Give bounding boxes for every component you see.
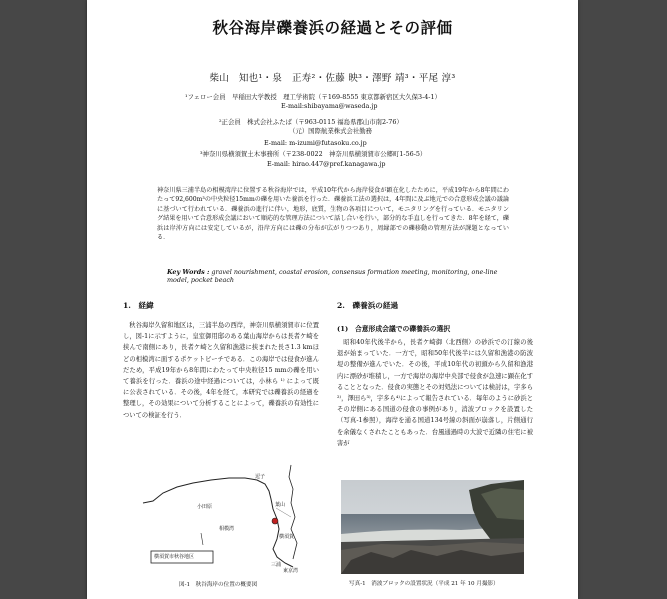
photo-wave-blocks-image xyxy=(341,480,524,574)
keywords-list: gravel nourishment, coastal erosion, consensus formation meeting, monitoring, one-line model, pocket beach xyxy=(167,268,498,285)
section-2-heading: 2. 礫養浜の経過 xyxy=(337,301,399,310)
section-1-heading: 1. 経緯 xyxy=(123,301,154,310)
keywords-label: Key Words : xyxy=(167,268,210,276)
section-2-subheading: (1) 合意形成会議での礫養浜の選択 xyxy=(337,325,451,333)
section-1-text: 秋谷海岸久留和地区は，三浦半島の西岸，神奈川県横須賀市に位置し，図-1に示すように，皇室御用邸のある葉山海岸からは長者ケ崎を挟んで南側にあり，長者ケ崎と久留和漁港に挟まれた長さ1.3 kmほどの相模湾に面するポケットビーチである．この海岸では侵食が進んだため，平成19年から8年間にわたって中央粒径15 mmの礫を用いて養浜を行った．養浜の途中経過については，小林ら ¹⁾ によって既に公表されている．その後，4年を経て，本研究では礫養浜の経過を整理し，その効果について分析することによって，礫養浜の有効性についての検証を行う． xyxy=(123,322,319,419)
map-label-sagami-bay: 相模湾 xyxy=(219,526,235,532)
author-list: 柴山 知也¹・泉 正寿²・佐藤 映³・澤野 靖³・平尾 淳³ xyxy=(209,73,456,84)
figure-1-caption: 図-1 秋谷海岸の位置の概要図 xyxy=(179,582,258,588)
keywords xyxy=(167,268,507,285)
map-label-hayama: 葉山 xyxy=(275,502,286,508)
map-label-odawara: 小田原 xyxy=(197,504,213,510)
map-label-site: 横須賀市秋谷地区 xyxy=(154,554,195,560)
affiliation-3: ³神奈川県横須賀土木事務所（〒238-0022 神奈川県横須賀市公郷町1-56-5） xyxy=(200,150,427,158)
map-label-zushi: 逗子 xyxy=(255,474,266,480)
affiliation-1-email: E-mail:shibayama@waseda.jp xyxy=(281,102,378,110)
abstract: 神奈川県三浦半島の相模湾岸に位置する秋谷海岸では，平成10年代から海岸侵食が顕在化したために，平成19年から8年間にわたって92,600m³の中央粒径15mmの礫を用いた養浜を行った．礫養浜工法の選択は，4年間に及ぶ地元での合意形成会議の議論に基づいて行われている．礫養浜の進行に伴い，地形，底質，生物の各項目について，モニタリングを行っている．モニタリング結果を用いて合意形成会議において順応的な管理方法について話し合いを行い，部分的な手直しを行ってきた．8年を経て，礫浜は岸沖方向には安定しているが，沿岸方向には礫の分布が広がりつつあり，周縁部での礫移動の管理方法が課題となっている． xyxy=(157,187,509,242)
photo-1-caption: 写真-1 消波ブロックの設置状況（平成 21 年 10 月撮影） xyxy=(349,581,499,587)
map-label-miura: 三浦 xyxy=(271,562,282,568)
affiliation-3-email: E-mail: hirao.447@pref.kanagawa.jp xyxy=(267,160,386,168)
affiliation-2-email: E-mail: m-izumi@futasoku.co.jp xyxy=(264,139,367,147)
section-2-text: 昭和40年代後半から，長者ケ崎御（北西側）の砂浜での汀線の後退が始まっていた．一方で，昭和50年代後半には久留和漁港の防波堤の整備が進んでいた．その後，平成10年代の初頭から久留和漁港内に漂砂が堆積し，一方で海岸の海岸中央部で侵食が急速に顕在化することとなった．侵食の実態とその対処法については検討は，宇多ら²⁾，澤田ら³⁾，宇多ら⁴⁾によって報告されている．毎年のように砂浜とその岸側にある国道の侵食の事例があり，消波ブロックを設置した（写真-1参照），海岸を通る国道134号線の斜面が崩落し，片側通行を余儀なくされたこともあった．台風通過時の大波で近隣の住宅に被害が xyxy=(337,339,533,447)
map-label-tokyo-bay: 東京湾 xyxy=(283,568,299,574)
photo-wave-blocks xyxy=(341,480,524,574)
map-label-yokosuka: 横須賀 xyxy=(279,534,295,540)
paper-title: 秋谷海岸礫養浜の経過とその評価 xyxy=(212,18,453,37)
location-map xyxy=(141,463,305,575)
affiliation-2-former: （元）国際航業株式会社勤務 xyxy=(289,127,373,135)
paper-page xyxy=(87,0,578,599)
affiliation-1: ¹フェロー会員 早稲田大学教授 理工学術院（〒169-8555 東京都新宿区大久保3-4-1） xyxy=(185,93,441,101)
affiliation-2: ²正会員 株式会社ふたば（〒963-0115 福島県郡山市南2-76） xyxy=(219,118,403,126)
